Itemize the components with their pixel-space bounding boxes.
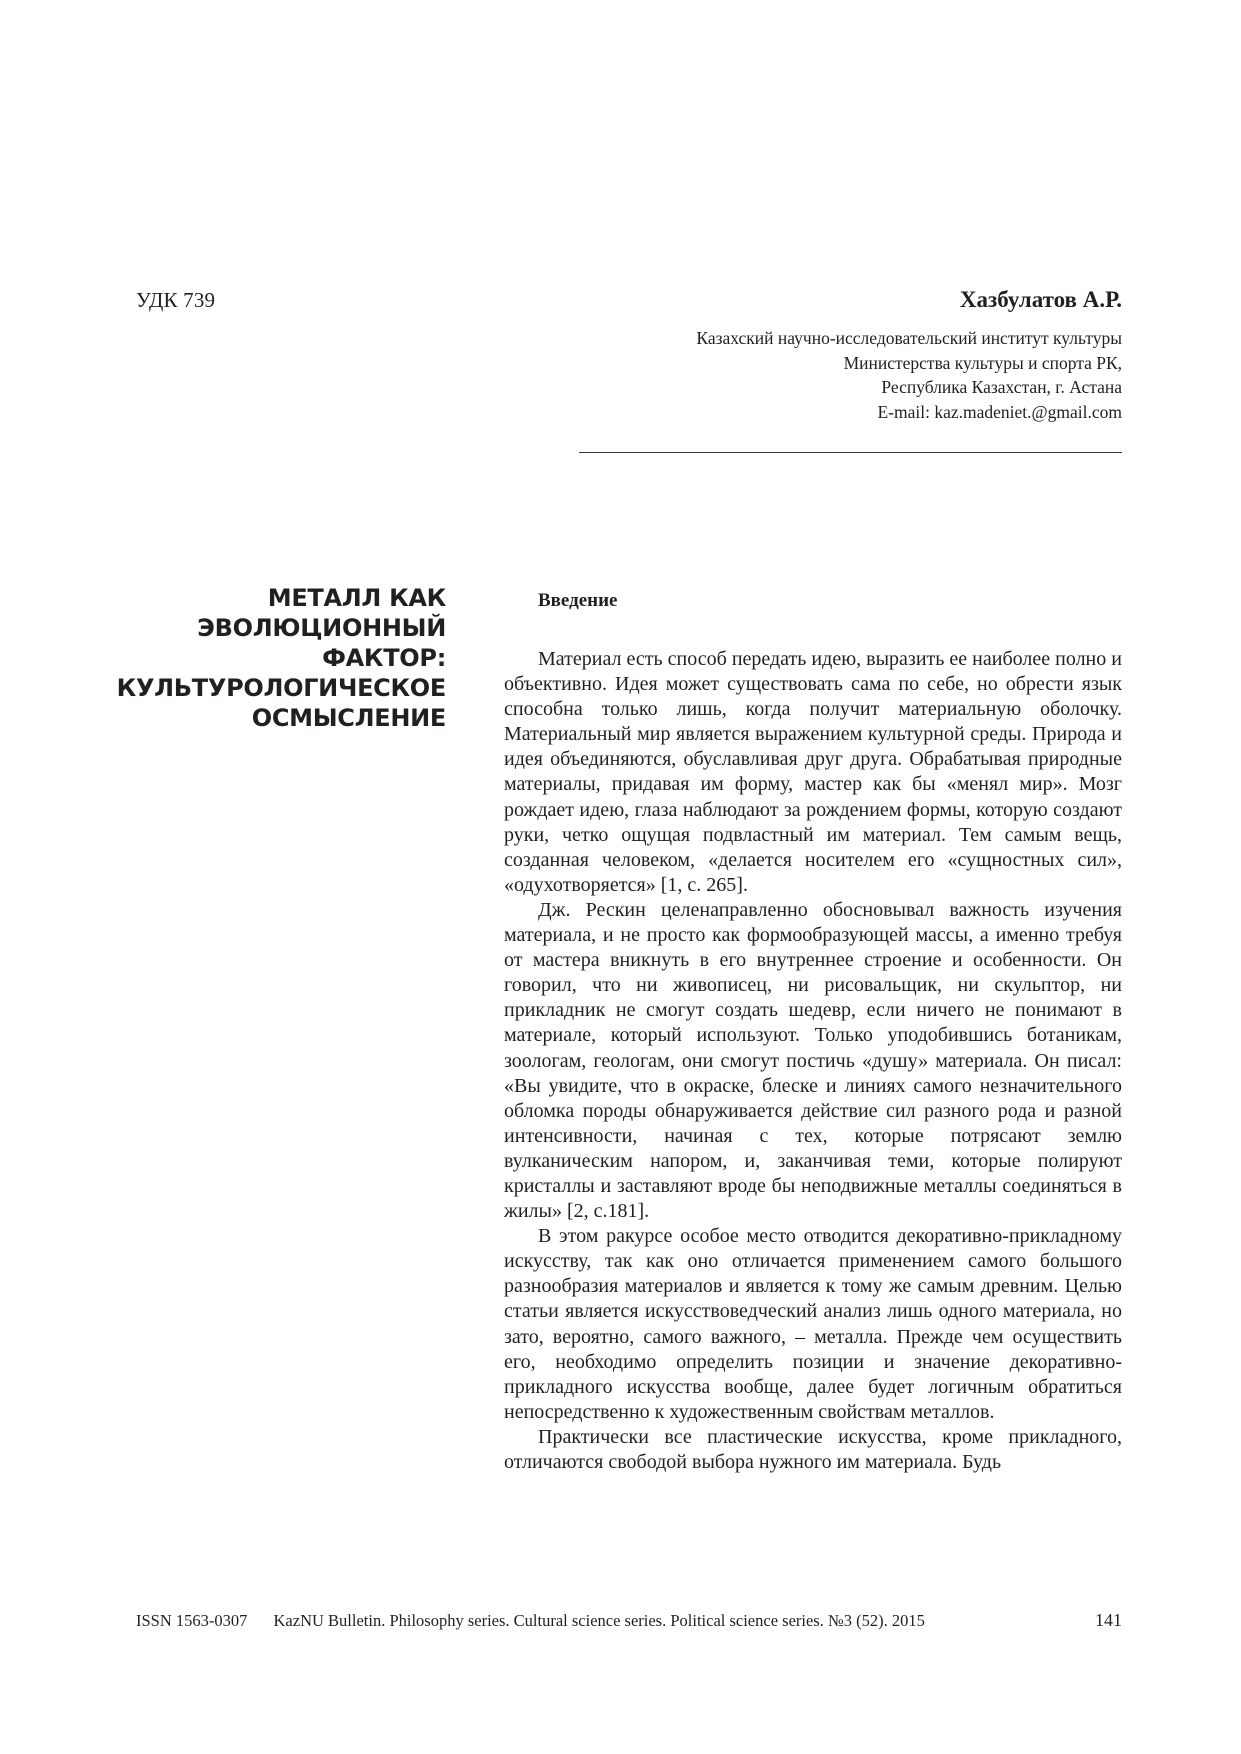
footer-issn: ISSN 1563-0307 bbox=[136, 1611, 248, 1630]
title-line: ОСМЫСЛЕНИЕ bbox=[251, 704, 446, 732]
page-number: 141 bbox=[1095, 1610, 1122, 1630]
body-paragraph: Практически все пластические искусства, кроме прикладного, отличаются свободой выбора нужного им материала. Будь bbox=[504, 1425, 1122, 1473]
body-paragraph: Дж. Рескин целенаправленно обосновывал важность изучения материала, и не просто как формообразующей массы, а именно требуя от мастера вникнуть в его внутреннее строение и особенности. Он говорил, что ни живописец, ни рисовальщик, ни скульптор, ни прикладник не смогут создать шедевр, если ничего не понимают в материале, который используют. Только уподобившись ботаникам, зоологам, геологам, они смогут постичь «душу» материала. Он писал: «Вы увидите, что в окраске, блеске и линиях самого незначительного обломка породы обнаруживается действие сил разного рода и разной интенсивности, начиная с тех, которые потрясают землю вулканическим напором, и, заканчивая теми, которые полируют кристаллы и заставляют вроде бы неподвижные металлы соединяться в жилы» [2, с.181]. bbox=[504, 898, 1122, 1223]
affiliation-email: E-mail: kaz.madeniet.@gmail.com bbox=[877, 401, 1122, 422]
affiliation-ministry: Министерства культуры и спорта РК, bbox=[843, 352, 1122, 373]
article-title bbox=[100, 583, 446, 733]
page-footer bbox=[136, 1611, 925, 1631]
author-block bbox=[502, 286, 1122, 424]
title-line: ФАКТОР: bbox=[322, 644, 446, 672]
article-body bbox=[504, 588, 1122, 1475]
footer-journal: KazNU Bulletin. Philosophy series. Cultural science series. Political science series. №3 (52). 2015 bbox=[273, 1611, 925, 1630]
title-line: КУЛЬТУРОЛОГИЧЕСКОЕ bbox=[116, 674, 446, 702]
header-divider bbox=[579, 452, 1122, 453]
affiliation-institute: Казахский научно-исследовательский институт культуры bbox=[696, 328, 1122, 348]
title-line: ЭВОЛЮЦИОННЫЙ bbox=[197, 614, 446, 642]
affiliation-location: Республика Казахстан, г. Астана bbox=[881, 377, 1122, 397]
section-heading: Введение bbox=[538, 590, 618, 611]
udc-code: УДК 739 bbox=[136, 288, 216, 312]
title-line: МЕТАЛЛ КАК bbox=[267, 584, 446, 612]
body-paragraph: Материал есть способ передать идею, выразить ее наиболее полно и объективно. Идея может существовать сама по себе, но обрести язык способна только лишь, когда получит материальную оболочку. Материальный мир является выражением культурной среды. Природа и идея объединяются, обуславливая друг друга. Обрабатывая природные материалы, придавая им форму, мастер как бы «менял мир». Мозг рождает идею, глаза наблюдают за рождением формы, которую создают руки, четко ощущая подвластный им материал. Тем самым вещь, созданная человеком, «делается носителем его «сущностных сил», «одухотворяется» [1, с. 265]. bbox=[504, 648, 1122, 896]
body-paragraph: В этом ракурсе особое место отводится декоративно-прикладному искусству, так как оно отличается применением самого большого разнообразия материалов и является к тому же самым древним. Целью статьи является искусствоведческий анализ лишь одного материала, но зато, вероятно, самого важного, – металла. Прежде чем осуществить его, необходимо определить позиции и значение декоративно-прикладного искусства вообще, далее будет логичным обратиться непосредственно к художественным свойствам металлов. bbox=[504, 1225, 1122, 1423]
author-name: Хазбулатов А.Р. bbox=[959, 287, 1122, 312]
